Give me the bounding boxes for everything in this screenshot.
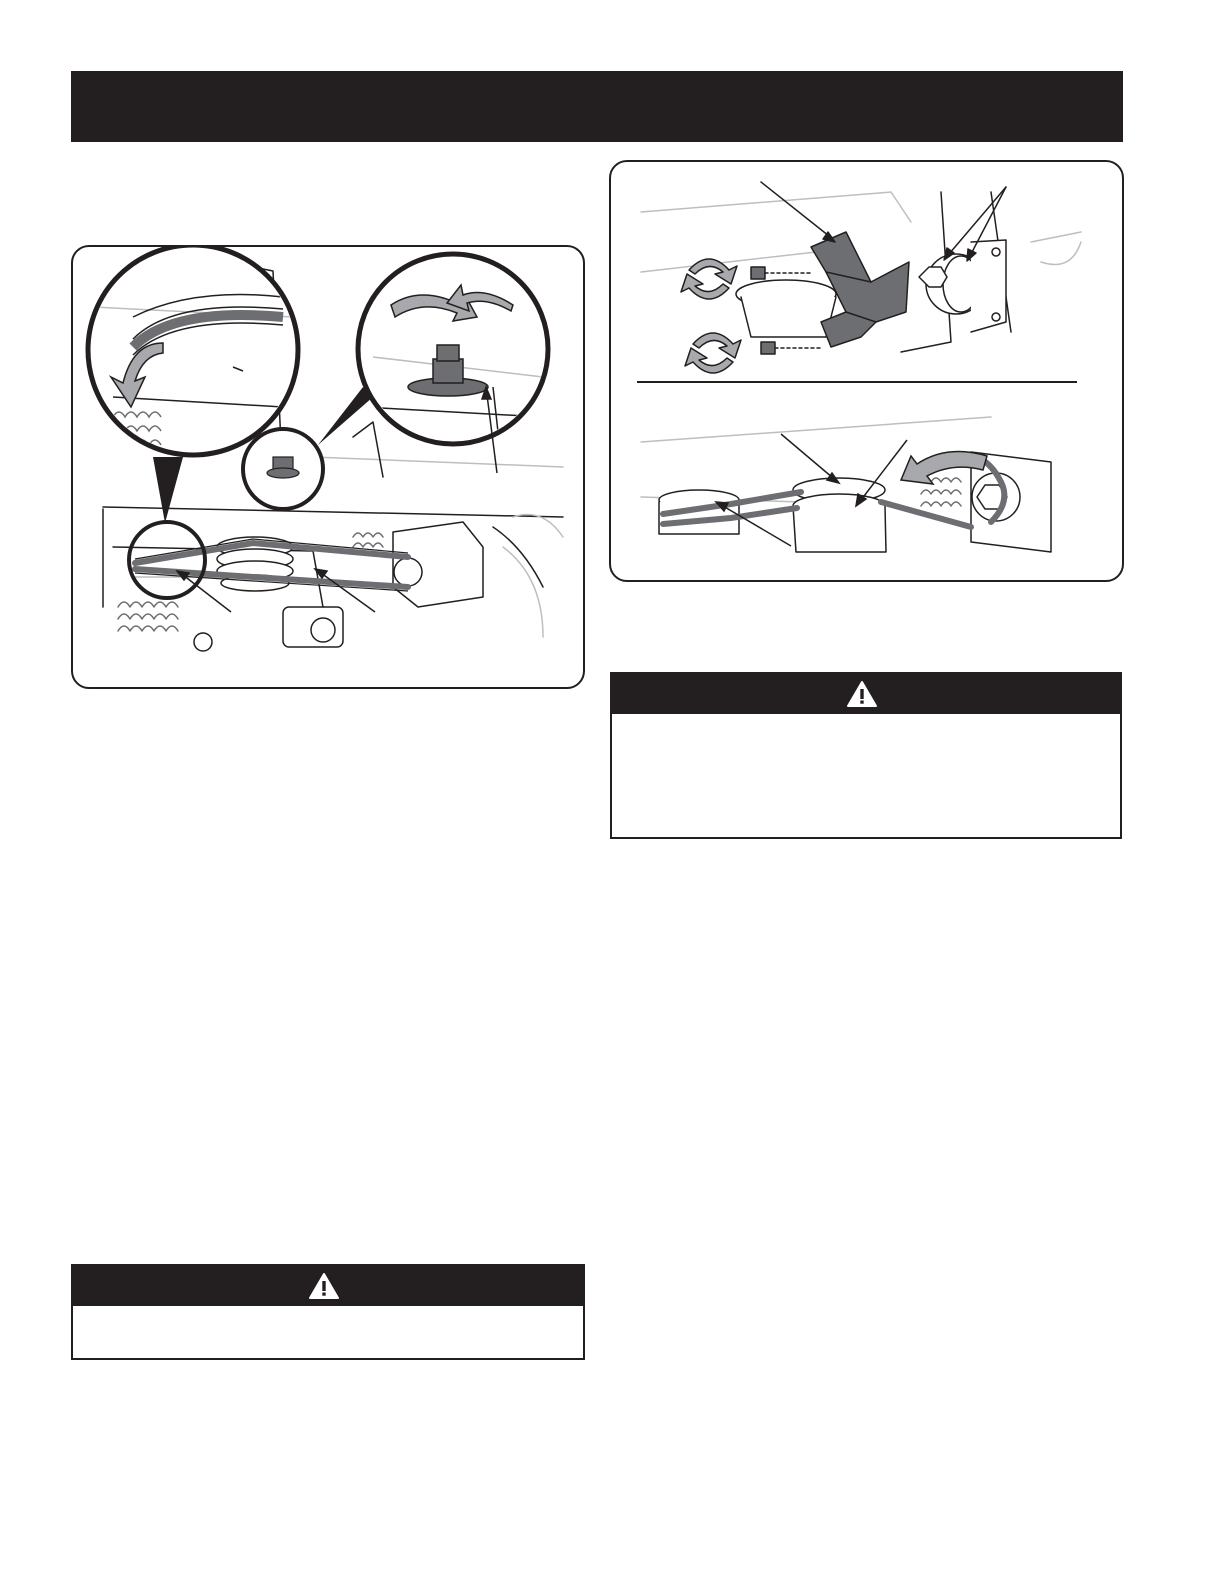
warning-triangle-icon: [846, 680, 878, 708]
page-header-bar: [71, 71, 1123, 142]
belt-guard-illustration: [611, 162, 1124, 582]
belt-tension-illustration: [73, 247, 585, 689]
warning-triangle-icon: [308, 1272, 340, 1300]
belt-guard-figure: [609, 160, 1124, 582]
warning-header: [612, 674, 1120, 714]
belt-tension-figure: [71, 245, 585, 689]
warning-text: [612, 714, 1120, 734]
warning-box: [71, 1264, 585, 1360]
warning-box: [610, 672, 1122, 839]
warning-header: [73, 1266, 583, 1306]
warning-text: [73, 1306, 583, 1326]
page-header-title: [71, 91, 91, 121]
